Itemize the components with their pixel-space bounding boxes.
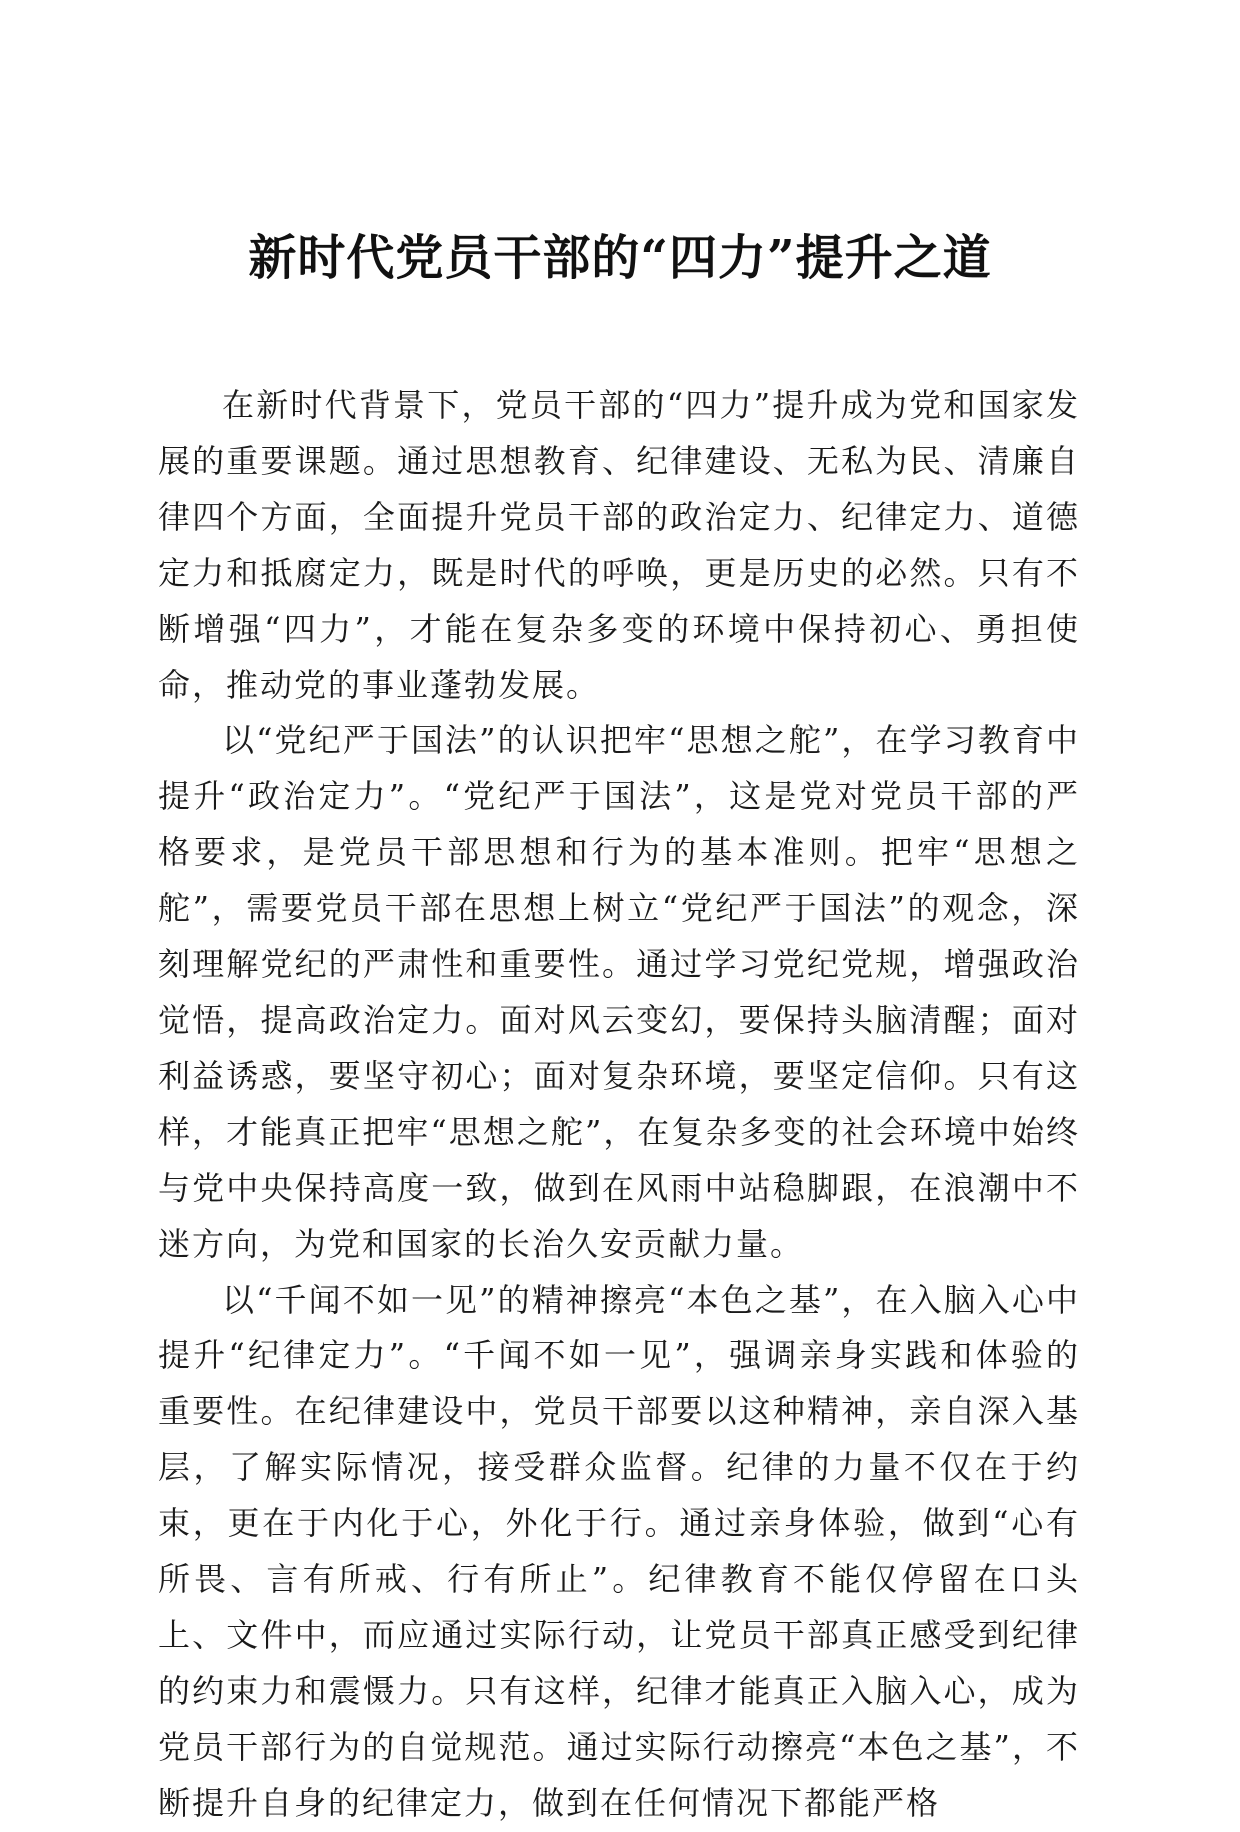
paragraph: 以“千闻不如一见”的精神擦亮“本色之基”，在入脑入心中提升“纪律定力”。“千闻不如一见”，强调亲身实践和体验的重要性。在纪律建设中，党员干部要以这种精神，亲自深入基层，了解实际情况，接受群众监督。纪律的力量不仅在于约束，更在于内化于心，外化于行。通过亲身体验，做到“心有所畏、言有所戒、行有所止”。纪律教育不能仅停留在口头上、文件中，而应通过实际行动，让党员干部真正感受到纪律的约束力和震慑力。只有这样，纪律才能真正入脑入心，成为党员干部行为的自觉规范。通过实际行动擦亮“本色之基”，不断提升自身的纪律定力，做到在任何情况下都能严格 [158, 1280, 1080, 1822]
paragraph: 以“党纪严于国法”的认识把牢“思想之舵”，在学习教育中提升“政治定力”。“党纪严于国法”，这是党对党员干部的严格要求，是党员干部思想和行为的基本准则。把牢“思想之舵”，需要党员干部在思想上树立“党纪严于国法”的观念，深刻理解党纪的严肃性和重要性。通过学习党纪党规，增强政治觉悟，提高政治定力。面对风云变幻，要保持头脑清醒；面对利益诱惑，要坚守初心；面对复杂环境，要坚定信仰。只有这样，才能真正把牢“思想之舵”，在复杂多变的社会环境中始终与党中央保持高度一致，做到在风雨中站稳脚跟，在浪潮中不迷方向，为党和国家的长治久安贡献力量。 [158, 721, 1080, 1263]
paragraph: 在新时代背景下，党员干部的“四力”提升成为党和国家发展的重要课题。通过思想教育、纪律建设、无私为民、清廉自律四个方面，全面提升党员干部的政治定力、纪律定力、道德定力和抵腐定力，既是时代的呼唤，更是历史的必然。只有不断增强“四力”，才能在复杂多变的环境中保持初心、勇担使命，推动党的事业蓬勃发展。 [158, 386, 1080, 704]
document-title: 新时代党员干部的“四力”提升之道 [248, 230, 992, 286]
document-body [158, 378, 1080, 1832]
